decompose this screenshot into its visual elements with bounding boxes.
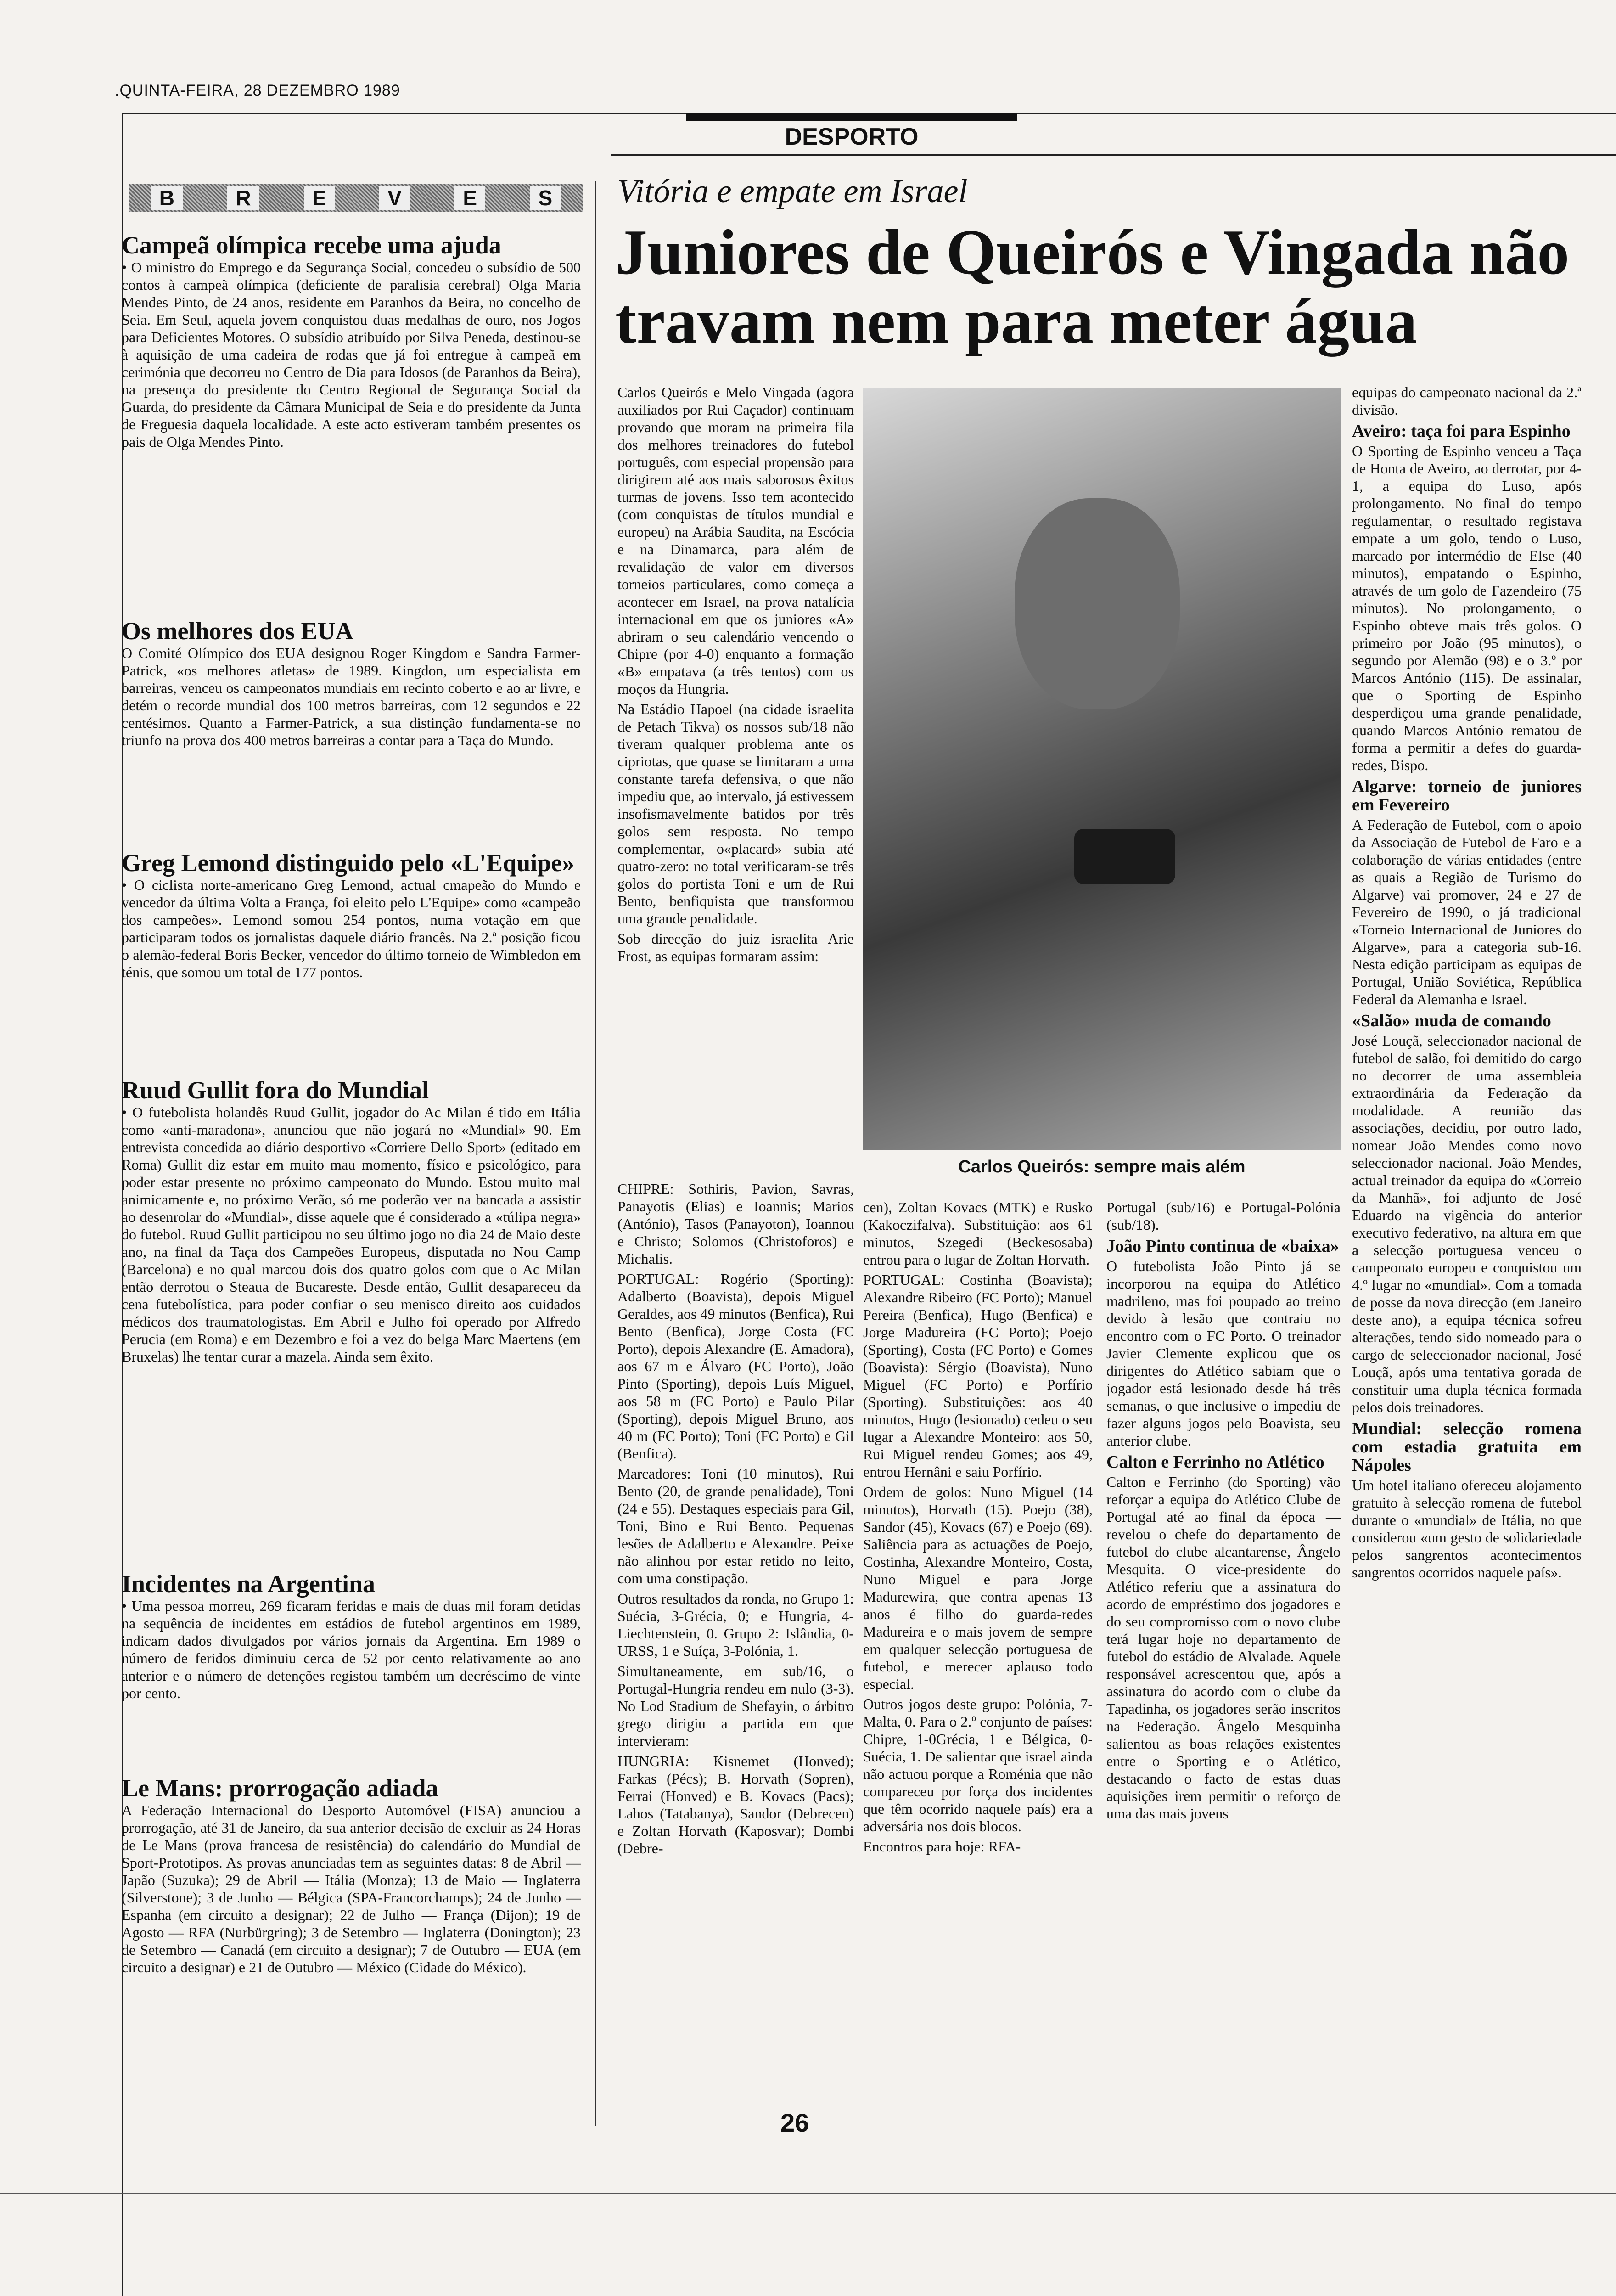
breves-letter: B — [151, 186, 183, 210]
breve-text: • Uma pessoa morreu, 269 ficaram feridas e mais de duas mil foram detidas na sequência de incidentes em estádios de futebol argentinos em 1989, indicam dados divulgados por vários jornais da Argentina. Em 1989 o número de feridos diminuiu cerca de 52 por cento relativamente ao ano anterior e o número de detenções registou também um decréscimo de vinte por cento. — [122, 1598, 581, 1701]
article-column-1-continued — [617, 1180, 854, 1860]
breve-item — [122, 232, 581, 450]
paragraph: Carlos Queirós e Melo Vingada (agora auxiliados por Rui Caçador) continuam provando que moram na primeira fila dos melhores treinadores do futebol português, com especial propensão para dirigirem até aos mais saborosos êxitos turmas de jovens. Isso tem acontecido (com conquistas de títulos mundial e europeu) na Arábia Saudita, na Escócia e na Dinamarca, para além de revalidação de valor em diversos torneios particulares, como começa a acontecer em Israel, na prova natalícia internacional em que os juniores «A» abriram o seu calendário vencendo o Chipre (por 4-0) enquanto a formação «B» empatava (a três tentos) com os moços da Hungria. — [617, 384, 854, 697]
breve-item — [122, 1077, 581, 1365]
breve-item — [122, 1775, 581, 1976]
paragraph: PORTUGAL: Costinha (Boavista); Alexandre Ribeiro (FC Porto); Manuel Pereira (Benfica), Hugo (Benfica) e Jorge Madureira (FC Porto); Poejo (Sporting), Costa (FC Porto) e Gomes (Boavista): Sérgio (Boavista), Nuno Miguel (FC Porto) e Porfírio (Sporting). Substituições: aos 40 minutos, Hugo (lesionado) cedeu o seu lugar a Alexandre Monteiro: aos 50, Rui Miguel rendeu Gomes; aos 49, entrou Hernâni e saiu Porfírio. — [863, 1272, 1093, 1480]
paragraph: PORTUGAL: Rogério (Sporting): Adalberto (Boavista), depois Miguel Geraldes, aos 49 minutos (Benfica), Rui Bento (Benfica), Jorge Costa (FC Porto), depois Alexandre (E. Amadora), aos 67 m e Álvaro (FC Porto), João Pinto (Sporting), depois Luís Miguel, aos 58 m (FC Porto) e Paulo Pilar (Sporting), depois Miguel Bruno, aos 40 m (FC Porto); Toni (FC Porto) e Gil (Benfica). — [617, 1271, 854, 1462]
photo-microphone — [1074, 829, 1175, 884]
breve-title: Campeã olímpica recebe uma ajuda — [122, 231, 501, 259]
breve-text: A Federação Internacional do Desporto Automóvel (FISA) anunciou a prorrogação, até 31 de Janeiro, da sua anterior decisão de excluir as 24 Horas de Le Mans (prova francesa de resistência) do calendário do Mundial de Sport-Prototipos. As provas anunciadas tem as seguintes datas: 8 de Abril — Japão (Suzuka); 29 de Abril — Itália (Monza); 13 de Maio — Inglaterra (Silverstone); 3 de Junho — Bélgica (SPA-Francorchamps); 24 de Junho — Espanha (em circuito a designar); 22 de Julho — França (Dijon); 19 de Agosto — RFA (Nurbürgring); 3 de Setembro — Inglaterra (Donington); 23 de Setembro — Canadá (em circuito a designar); 7 de Outubro — EUA (em circuito a designar) e 21 de Outubro — México (Cidade do México). — [122, 1802, 581, 1975]
paragraph: Calton e Ferrinho (do Sporting) vão reforçar a equipa do Atlético Clube de Portugal até ao final da época — revelou o chefe do departamento de futebol do clube alcantarense, Ângelo Mesquita. O vice-presidente do Atlético referiu que a assinatura do acordo de empréstimo dos jogadores e do seu compromisso com o novo clube terá lugar hoje no departamento de futebol do estádio de Alvalade. Aquele responsável acrescentou que, após a assinatura do acordo com o clube da Tapadinha, os jogadores serão inscritos na Federação. Ângelo Mesquinha salientou as boas relações existentes entre o Sporting e o Atlético, destacando o facto de estas duas aquisições irem permitir o reforço de uma das mais jovens — [1106, 1474, 1341, 1822]
breve-title: Ruud Gullit fora do Mundial — [122, 1076, 429, 1104]
subheading: João Pinto continua de «baixa» — [1106, 1237, 1339, 1256]
paragraph: Ordem de golos: Nuno Miguel (14 minutos), Horvath (15). Poejo (38), Sandor (45), Kovacs (67) e Poejo (69). Saliência para as actuações de Poejo, Costinha, Alexandre Monteiro, Costa, Nuno Miguel e para Jorge Madurewira, que contra apenas 13 anos é filho do guarda-redes Madureira e o mais jovem de sempre em qualquer selecção portuguesa de futebol, e merecer aplauso todo especial. — [863, 1484, 1093, 1692]
paragraph: Na Estádio Hapoel (na cidade israelita de Petach Tikva) os nossos sub/18 não tiveram qualquer problema ante os cipriotas, que quase se limitaram a uma constante tarefa defensiva, o que não impediu que, ao intervalo, já estivessem insofismavelmente batidos por três golos sem resposta. No tempo complementar, o«placard» subia até quatro-zero: no total verificaram-se três golos do portista Toni e um de Rui Bento, benfiquista que transformou uma grande penalidade. — [617, 701, 854, 927]
paragraph: CHIPRE: Sothiris, Pavion, Savras, Panayotis (Elias) e Ioannis; Marios (António), Tasos (Panayoton), Ioannou e Christo; Solomos (Christoforos) e Michalis. — [617, 1181, 854, 1267]
paragraph: Sob direcção do juiz israelita Arie Frost, as equipas formaram assim: — [617, 930, 854, 964]
breves-letter: V — [379, 186, 410, 210]
article-column-1 — [617, 383, 854, 968]
article-kicker: Vitória e empate em Israel — [617, 173, 968, 209]
subheading: Aveiro: taça foi para Espinho — [1352, 422, 1571, 441]
breves-letter: R — [227, 186, 259, 210]
breve-text: • O ciclista norte-americano Greg Lemond, actual cmapeão do Mundo e vencedor da última Volta a França, foi eleito pelo L'Equipe» como «campeão dos campeões». Lemond somou 254 pontos, numa votação em que participaram todos os jornalistas daquele diário francês. Na 2.ª posição ficou o alemão-federal Boris Becker, vencedor do último torneio de Wimbledon em ténis, que somou um total de 177 pontos. — [122, 877, 581, 980]
paragraph: Portugal (sub/16) e Portugal-Polónia (sub/18). — [1106, 1199, 1341, 1233]
photo-carlos-queiros — [863, 388, 1341, 1150]
breve-text: O Comité Olímpico dos EUA designou Roger Kingdom e Sandra Farmer-Patrick, «os melhores atletas» de 1989. Kingdon, um especialista em barreiras, venceu os campeonatos mundiais em recinto coberto e ao ar livre, e detém o recorde mundial dos 100 metros barreiras, com 12 segundos e 22 centésimos. Quanto a Farmer-Patrick, a sua distinção fundamenta-se no triunfo na prova dos 400 metros barreiras a contar para a Taça do Mundo. — [122, 645, 581, 748]
breves-letter: E — [304, 186, 335, 210]
paragraph: A Federação de Futebol, com o apoio da Associação de Futebol de Faro e a colaboração de várias entidades (entre as quais a Região de Turismo do Algarve) vai promover, 24 e 27 de Fevereiro de 1990, o já tradicional «Torneio Internacional de Juniores do Algarve», para a categoria sub-16. Nesta edição participam as equipas de Portugal, União Soviética, República Federal da Alemanha e Israel. — [1352, 816, 1582, 1007]
paragraph: equipas do campeonato nacional da 2.ª divisão. — [1352, 384, 1582, 418]
paragraph: Um hotel italiano ofereceu alojamento gratuito à selecção romena de futebol durante o «mundial» de Itália, no que considerou «um gesto de solidariedade pelos sangrentos acontecimentos sangrentos ocorridos naquele país». — [1352, 1477, 1582, 1581]
article-column-4 — [1352, 383, 1582, 1584]
paragraph: HUNGRIA: Kisnemet (Honved); Farkas (Pécs); B. Horvath (Sopren), Ferrai (Honved) e B. Kovacs (Pacs); Lahos (Tatabanya), Sandor (Debrecen) e Zoltan Horvath (Kaposvar); Dombi (Debre- — [617, 1753, 854, 1857]
page-number: 26 — [780, 2108, 809, 2137]
paragraph: Outros resultados da ronda, no Grupo 1: Suécia, 3-Grécia, 0; e Hungria, 4-Liechtenstein, 0. Grupo 2: Islândia, 0-URSS, 1 e Suíça, 3-Polónia, 1. — [617, 1590, 854, 1659]
breve-title: Incidentes na Argentina — [122, 1570, 376, 1598]
paragraph: José Louçã, seleccionador nacional de futebol de salão, foi demitido do cargo no decorrer de uma assembleia extraordinária da Federação da modalidade. A reunião das associações, decidiu, por outro lado, nomear João Mendes como novo seleccionador nacional. João Mendes, actual treinador da equipa do «Correio da Manhã», foi adjunto de José Eduardo na vigência do anterior executivo federativo, na altura em que a selecção portuguesa venceu o campeonato europeu e conquistou um 4.º lugar no «mundial». Com a tomada de posse da nova direcção (em Janeiro deste ano), a equipa técnica sofreu alterações, tendo sido nomeado para o cargo de seleccionador nacional, José Louçã, após uma tentativa gorada de constituir uma dupla técnica formada pelos dois treinadores. — [1352, 1032, 1582, 1415]
section-rule — [611, 154, 1616, 156]
paragraph: O Sporting de Espinho venceu a Taça de Honta de Aveiro, ao derrotar, por 4-1, a equipa do Luso, após prolongamento. No final do tempo regulamentar, o resultado registava empate a um golo, tendo o Luso, marcado por intermédio de Else (40 minutos), empatando o Espinho, através de um golo de Fazendeiro (75 minutos). No prolongamento, o Espinho obteve mais três golos. O primeiro por João (95 minutos), o segundo por Alemão (98) e o 3.º por Marcos António (115). De assinalar, que o Sporting de Espinho desperdiçou uma grande penalidade, quando Marcos António rematou de forma a permitir a defes do guarda-redes, Bispo. — [1352, 443, 1582, 773]
breves-letter: S — [530, 186, 561, 210]
subheading: Mundial: selecção romena com estadia gratuita em Nápoles — [1352, 1419, 1582, 1475]
subheading: Calton e Ferrinho no Atlético — [1106, 1452, 1324, 1472]
photo-face — [1015, 498, 1180, 709]
article-headline: Juniores de Queirós e Vingada não travam nem para meter água — [615, 217, 1570, 357]
paragraph: Outros jogos deste grupo: Polónia, 7-Malta, 0. Para o 2.º conjunto de países: Chipre, 1-0Grécia, 1 e Bélgica, 0-Suécia, 1. De salientar que israel ainda não actuou porque a Roménia que não compareceu por força dos incidentes que têm ocorrido naquele país) era a adversária nos dois blocos. — [863, 1696, 1093, 1835]
article-column-2 — [863, 1199, 1093, 1858]
subheading: «Salão» muda de comando — [1352, 1011, 1551, 1030]
breve-item — [122, 618, 581, 749]
breve-item — [122, 850, 581, 981]
photo-caption: Carlos Queirós: sempre mais além — [958, 1157, 1246, 1176]
breves-letter: E — [454, 186, 485, 210]
breves-banner — [129, 184, 583, 212]
paragraph: O futebolista João Pinto já se incorporou na equipa do Atlético madrileno, mas foi poupado ao treino devido à lesão que contraiu no encontro com o FC Porto. O treinador Javier Clemente explicou que os dirigentes do Atlético sabiam que o jogador está lesionado desde há três semanas, o que inclusive o impediu de fazer alguns jogos pelo Boavista, seu anterior clube. — [1106, 1258, 1341, 1449]
section-bar — [686, 113, 1017, 121]
breve-text: • O futebolista holandês Ruud Gullit, jogador do Ac Milan é tido em Itália como «anti-maradona», anunciou que não jogará no «Mundial» 90. Em entrevista concedida ao diário desportivo «Corriere Dello Sport» (editado em Roma) Gullit diz estar em muito mau momento, físico e psicológico, para poder estar presente no próximo campeonato do Mundo. Estou muito mal animicamente e, no próximo Verão, só me poderão ver na bancada a assistir ao desenrolar do «Mundial», disse aquele que é considerado a «túlipa negra» do futebol. Ruud Gullit participou no seu último jogo no dia 24 de Maio deste ano, na final da Taça dos Campeões Europeus, disputada no Nou Camp (Barcelona) e no qual marcou dois dos quatro golos com que o Ac Milan então derrotou o Steaua de Bucareste. Desde então, Gullit desapareceu da cena futebolística, para poder confiar o seu menisco direito aos cuidados médicos dos traumatologistas. Em Abril e Julho foi operado por Alfredo Perucia (em Roma) e em Dezembro e foi a vez do belga Marc Maertens (em Bruxelas) lhe tentar curar a mazela. Ainda sem êxito. — [122, 1104, 581, 1365]
dateline: .QUINTA-FEIRA, 28 DEZEMBRO 1989 — [115, 82, 400, 99]
subheading: Algarve: torneio de juniores em Fevereiro — [1352, 777, 1582, 815]
paragraph: Marcadores: Toni (10 minutos), Rui Bento (20, de grande penalidade), Toni (24 e 55). Destaques especiais para Gil, Toni, Bino e Rui Bento. Pequenas lesões de Adalberto e Alexandre. Peixe não alinhou por estar retido no leito, com uma constipação. — [617, 1465, 854, 1587]
paragraph: cen), Zoltan Kovacs (MTK) e Rusko (Kakoczifalva). Substituição: aos 61 minutos, Szegedi (Beckesosaba) entrou para o lugar de Zoltan Horvath. — [863, 1199, 1093, 1268]
breve-title: Os melhores dos EUA — [122, 617, 354, 645]
breve-text: • O ministro do Emprego e da Segurança Social, concedeu o subsídio de 500 contos à campeã olímpica (deficiente de paralisia cerebral) Olga Maria Mendes Pinto, de 24 anos, residente em Paranhos da Beira, no concelho de Seia. Em Seul, aquela jovem conquistou duas medalhas de ouro, nos Jogos para Deficientes Motores. O subsídio atribuído por Silva Peneda, destinou-se à aquisição de uma cadeira de rodas que já foi entregue à campeã em cerimónia que decorreu no Centro de Dia para Idosos (de Paranhos da Beira), na presença do presidente do Centro Regional de Segurança Social da Guarda, do presidente da Câmara Municipal de Seia e do presidente da Junta de Freguesia daquela localidade. A este acto estiveram também presentes os pais de Olga Mendes Pinto. — [122, 259, 581, 450]
breve-item — [122, 1570, 581, 1702]
paragraph: Simultaneamente, em sub/16, o Portugal-Hungria rendeu em nulo (3-3). No Lod Stadium de Shefayin, o árbitro grego dirigiu a partida em que intervieram: — [617, 1663, 854, 1749]
bottom-rule — [0, 2193, 1616, 2194]
breve-title: Greg Lemond distinguido pelo «L'Equipe» — [122, 849, 575, 877]
section-title: DESPORTO — [785, 124, 919, 150]
breve-title: Le Mans: prorrogação adiada — [122, 1774, 438, 1802]
article-column-3 — [1106, 1199, 1341, 1825]
paragraph: Encontros para hoje: RFA- — [863, 1838, 1021, 1855]
